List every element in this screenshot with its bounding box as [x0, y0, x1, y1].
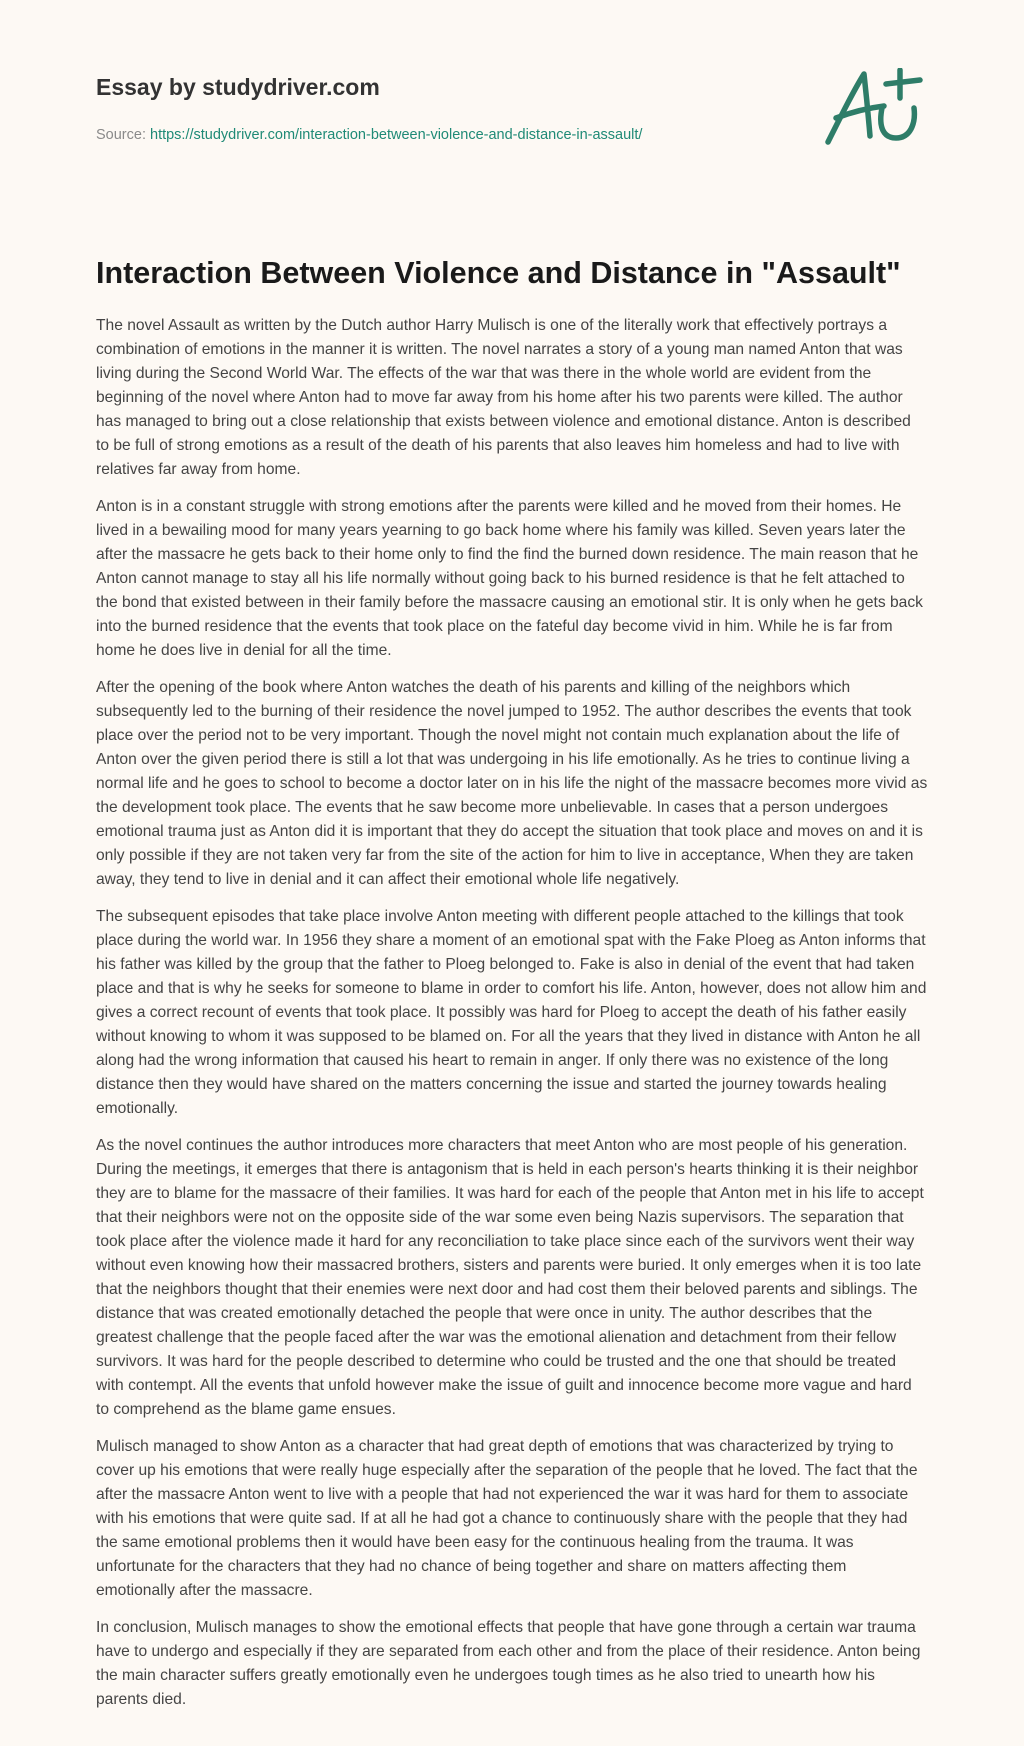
essay-paragraph: After the opening of the book where Anton watches the death of his parents and killing of the neighbors which subsequently led to the burning of their residence the novel jumped to 1952. The author describes the events that took place over the period not to be very important. Though the novel might not contain much explanation about the life of Anton over the given period there is still a lot that was undergoing in his life emotionally. As he tries to continue living a normal life and he goes to school to become a doctor later on in his life the night of the massacre becomes more vivid as the development took place. The events that he saw become more unbelievable. In cases that a person undergoes emotional trauma just as Anton did it is important that they do accept the situation that took place and moves on and it is only possible if they are not taken very far from the site of the action for him to live in acceptance, When they are taken away, they tend to live in denial and it can affect their emotional whole life negatively.	[96, 679, 928, 888]
source-line	[96, 126, 796, 144]
page-header	[96, 72, 796, 144]
essay-paragraph: Mulisch managed to show Anton as a character that had great depth of emotions that was characterized by trying to cover up his emotions that were really huge especially after the separation of the people that he loved. The fact that the after the massacre Anton went to live with a people that had not experienced the war it was hard for them to associate with his emotions that were quite sad. If at all he had got a chance to continuously share with the people that they had the same emotional problems then it would have been easy for the continuous healing from the trauma. It was unfortunate for the characters that they had no chance of being together and share on matters affecting them emotionally after the massacre.	[96, 1438, 918, 1599]
essay-title: Interaction Between Violence and Distance in "Assault"	[96, 256, 901, 290]
essay-paragraph: Anton is in a constant struggle with strong emotions after the parents were killed and he moved from their homes. He lived in a bewailing mood for many years yearning to go back home where his family was killed. Seven years later the after the massacre he gets back to their home only to find the find the burned down residence. The main reason that he Anton cannot manage to stay all his life normally without going back to his burned residence is that he felt attached to the bond that existed between in their family before the massacre causing an emotional stir. It is only when he gets back into the burned residence that the events that took place on the fateful day become vivid in him. While he is far from home he does live in denial for all the time.	[96, 498, 923, 659]
essay-paragraph: As the novel continues the author introduces more characters that meet Anton who are most people of his generation. During the meetings, it emerges that there is antagonism that is held in each person's hearts thinking it is their neighbor they are to blame for the massacre of their families. It was hard for each of the people that Anton met in his life to accept that their neighbors were not on the opposite side of the war some even being Nazis supervisors. The separation that took place after the violence made it hard for any reconciliation to take place since each of the survivors went their way without even knowing how their massacred brothers, sisters and parents were buried. It only emerges when it is too late that the neighbors thought that their enemies were next door and had cost them their beloved parents and siblings. The distance that was created emotionally detached the people that were once in unity. The author describes that the greatest challenge that the people faced after the war was the emotional alienation and detachment from their fellow survivors. It was hard for the people described to determine who could be trusted and the one that should be treated with contempt. All the events that unfold however make the issue of guilt and innocence become more vague and hard to comprehend as the blame game ensues.	[96, 1137, 924, 1418]
essay-paragraph: The subsequent episodes that take place involve Anton meeting with different people attached to the killings that took place during the world war. In 1956 they share a moment of an emotional spat with the Fake Ploeg as Anton informs that his father was killed by the group that the father to Ploeg belonged to. Fake is also in denial of the event that had taken place and that is why he seeks for someone to blame in order to comfort his life. Anton, however, does not allow him and gives a correct recount of events that took place. It possibly was hard for Ploeg to accept the death of his father easily without knowing to whom it was supposed to be blamed on. For all the years that they lived in distance with Anton he all along had the wrong information that caused his heart to remain in anger. If only there was no existence of the long distance then they would have shared on the matters concerning the issue and started the journey towards healing emotionally.	[96, 908, 927, 1117]
essay-content	[96, 254, 928, 1725]
essay-paragraph: The novel Assault as written by the Dutch author Harry Mulisch is one of the literally work that effectively portrays a combination of emotions in the manner it is written. The novel narrates a story of a young man named Anton that was living during the Second World War. The effects of the war that was there in the whole world are evident from the beginning of the novel where Anton had to move far away from his home after his two parents were killed. The author has managed to bring out a close relationship that exists between violence and emotional distance. Anton is described to be full of strong emotions as a result of the death of his parents that also leaves him homeless and had to live with relatives far away from home.	[96, 317, 911, 478]
source-link[interactable]: https://studydriver.com/interaction-between-violence-and-distance-in-assault/	[150, 127, 643, 143]
essay-paragraph: In conclusion, Mulisch manages to show the emotional effects that people that have gone through a certain war trauma have to undergo and especially if they are separated from each other and from the place of their residence. Anton being the main character suffers greatly emotionally even he undergoes tough times as he also tried to unearth how his parents died.	[96, 1619, 921, 1708]
source-label: Source:	[96, 127, 150, 143]
site-title: Essay by studydriver.com	[96, 74, 380, 100]
a-plus-grade-icon	[818, 68, 938, 168]
